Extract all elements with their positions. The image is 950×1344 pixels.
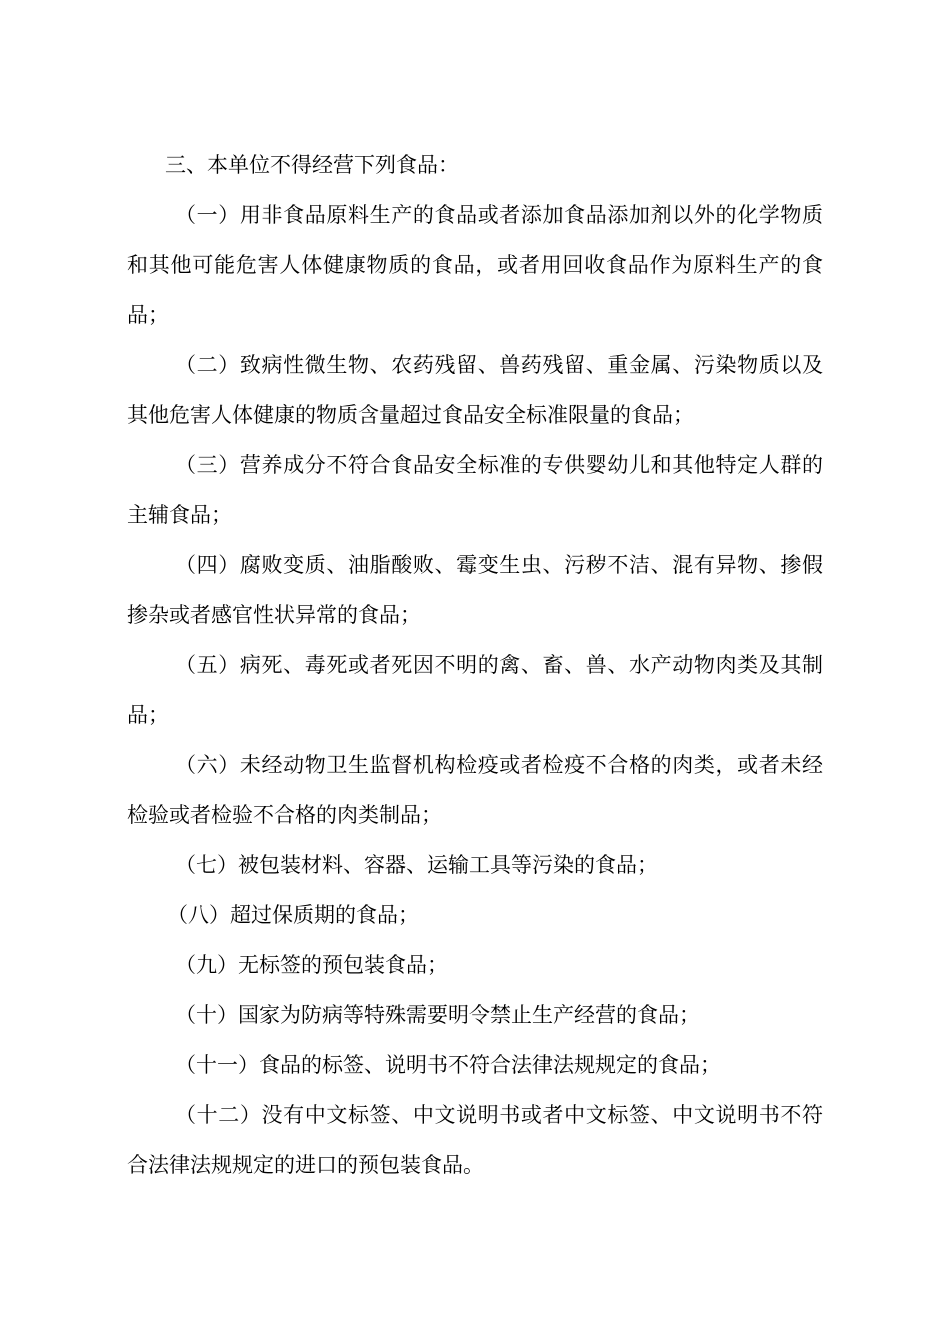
list-item-6: （六）未经动物卫生监督机构检疫或者检疫不合格的肉类，或者未经检验或者检验不合格的肉类制品； <box>127 753 823 827</box>
list-item-2: （二）致病性微生物、农药残留、兽药残留、重金属、污染物质以及其他危害人体健康的物质含量超过食品安全标准限量的食品； <box>127 353 823 427</box>
list-item-3: （三）营养成分不符合食品安全标准的专供婴幼儿和其他特定人群的主辅食品； <box>127 453 823 527</box>
list-item-4: （四）腐败变质、油脂酸败、霉变生虫、污秽不洁、混有异物、掺假掺杂或者感官性状异常的食品； <box>127 553 823 627</box>
list-item-5: （五）病死、毒死或者死因不明的禽、畜、兽、水产动物肉类及其制品； <box>127 653 823 727</box>
list-item-10: （十）国家为防病等特殊需要明令禁止生产经营的食品； <box>175 1003 700 1027</box>
list-item-8: （八）超过保质期的食品； <box>167 903 419 927</box>
list-item-1: （一）用非食品原料生产的食品或者添加食品添加剂以外的化学物质和其他可能危害人体健康物质的食品，或者用回收食品作为原料生产的食品； <box>127 203 823 327</box>
section-heading: 三、本单位不得经营下列食品： <box>165 153 459 177</box>
list-item-9: （九）无标签的预包装食品； <box>175 953 448 977</box>
list-item-7: （七）被包装材料、容器、运输工具等污染的食品； <box>175 853 658 877</box>
list-item-11: （十一）食品的标签、说明书不符合法律法规规定的食品； <box>175 1053 721 1077</box>
document-page <box>127 140 823 1190</box>
list-item-12: （十二）没有中文标签、中文说明书或者中文标签、中文说明书不符合法律法规规定的进口的预包装食品。 <box>127 1103 823 1177</box>
